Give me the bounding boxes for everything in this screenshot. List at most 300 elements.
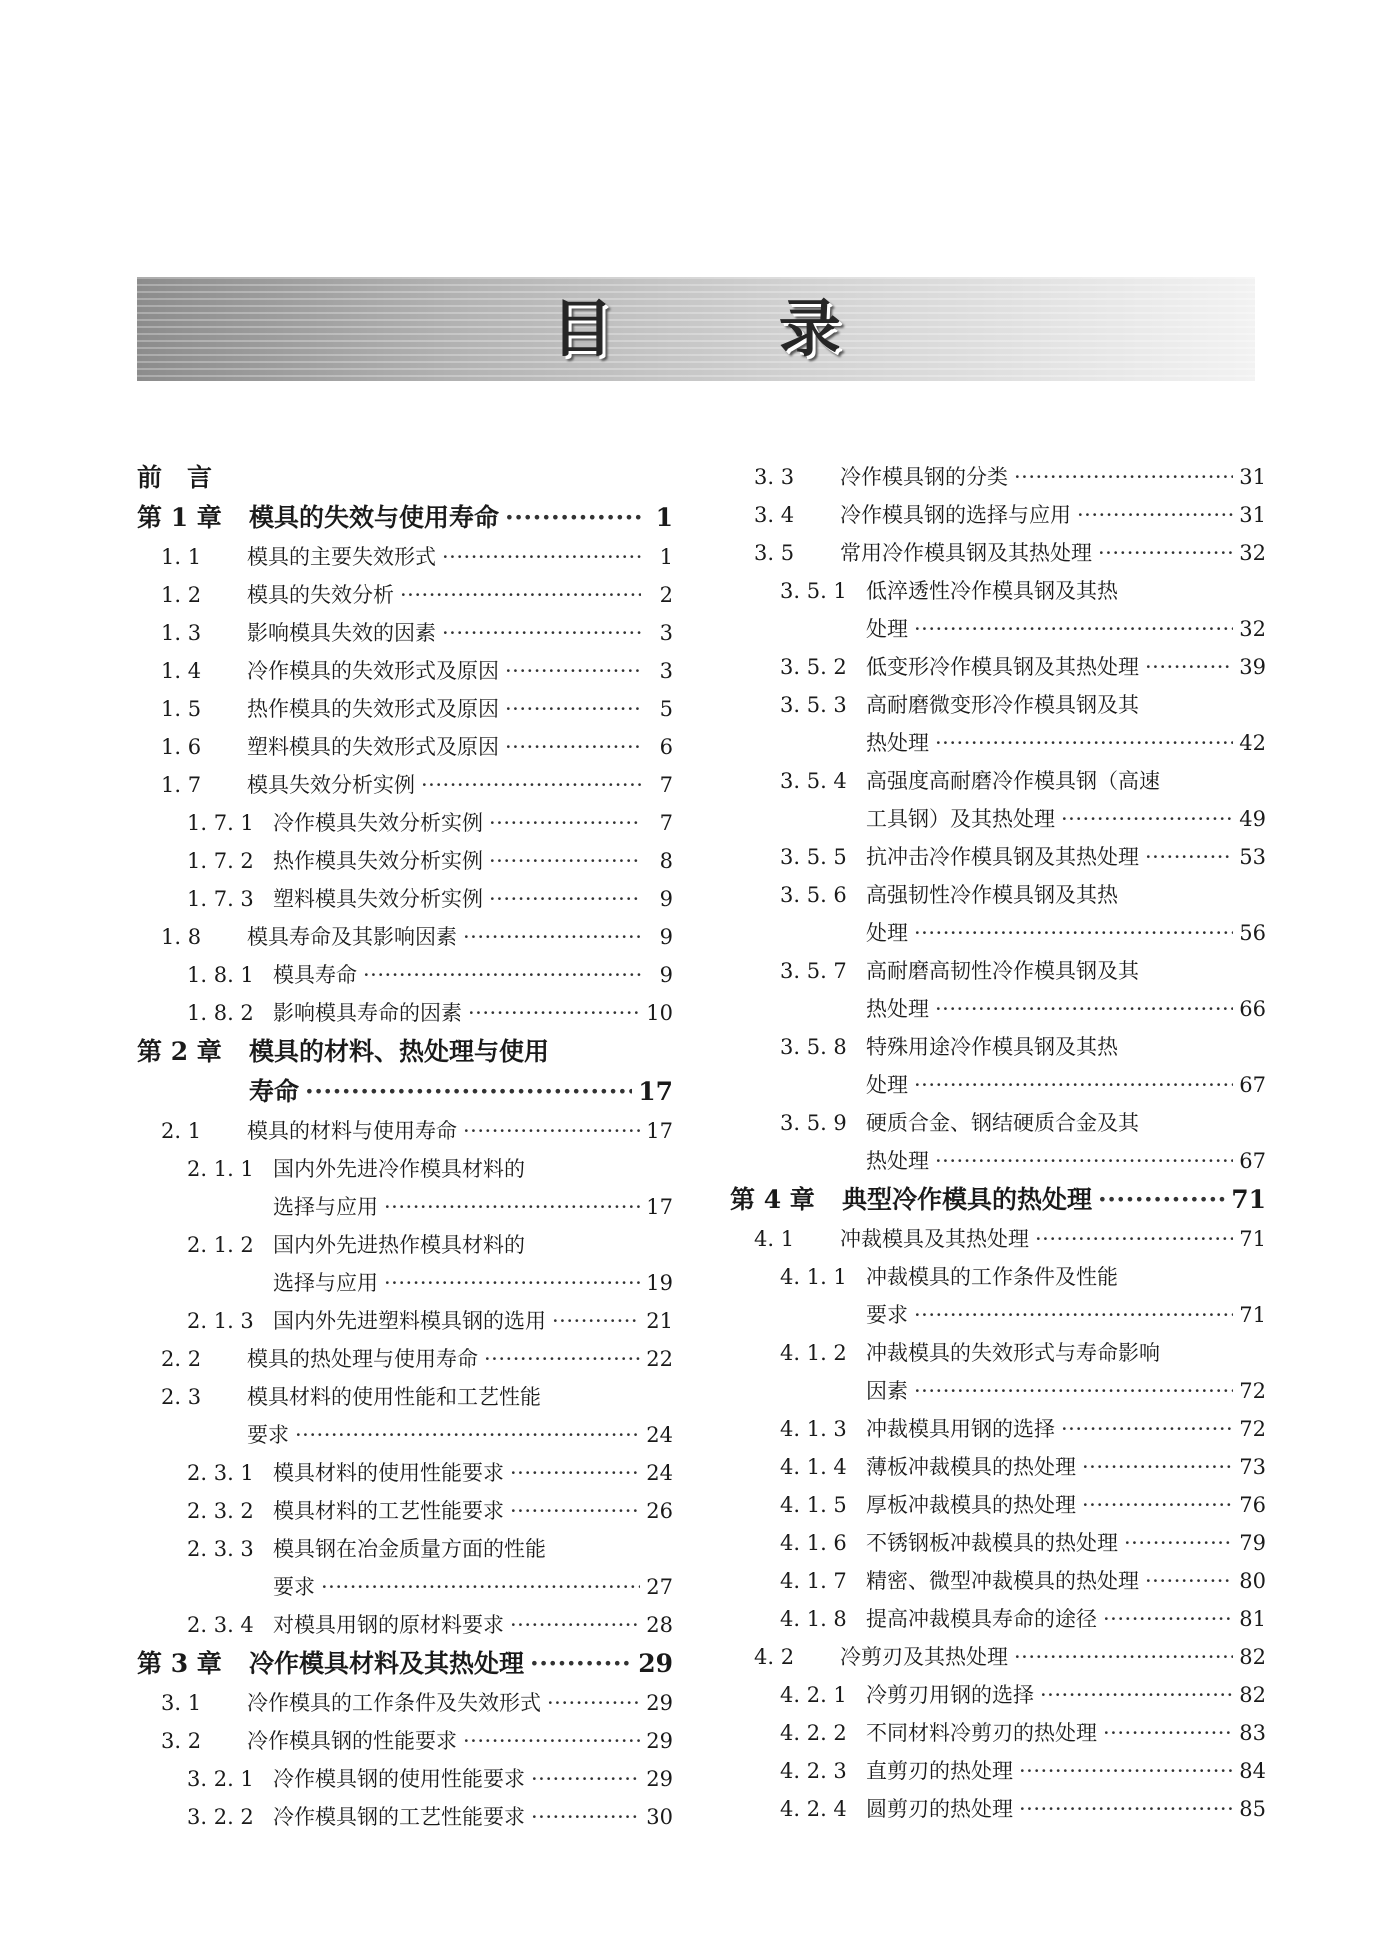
toc-leader-dots (1061, 800, 1233, 838)
toc-entry[interactable] (730, 496, 1266, 534)
toc-entry[interactable] (730, 610, 1266, 648)
toc-page-number: 1 (659, 545, 673, 569)
toc-page-number: 29 (646, 1691, 673, 1715)
toc-entry-title: 典型冷作模具的热处理 (842, 1185, 1093, 1214)
toc-page-number: 8 (659, 849, 673, 873)
toc-entry-number: 3. 5. 8 (780, 1035, 847, 1059)
toc-entry-title: 冷作模具钢的性能要求 (247, 1729, 457, 1753)
toc-leader-dots (510, 1606, 640, 1644)
toc-entry[interactable] (137, 1454, 673, 1492)
toc-entry[interactable] (137, 804, 673, 842)
toc-entry[interactable] (137, 690, 673, 728)
toc-entry[interactable] (137, 880, 673, 918)
toc-leader-dots (1098, 1180, 1225, 1220)
toc-entry[interactable] (137, 1112, 673, 1150)
toc-page-number: 9 (659, 963, 673, 987)
toc-entry[interactable] (137, 956, 673, 994)
toc-entry[interactable] (137, 614, 673, 652)
toc-entry-number: 2. 2 (161, 1347, 202, 1371)
toc-page-number: 3 (659, 621, 673, 645)
toc-entry[interactable] (730, 1638, 1266, 1676)
toc-entry-number: 4. 2. 1 (780, 1683, 847, 1707)
toc-entry[interactable] (730, 648, 1266, 686)
toc-entry-title: 低变形冷作模具钢及其热处理 (866, 655, 1139, 679)
toc-entry-title: 影响模具寿命的因素 (273, 1001, 462, 1025)
toc-entry-number: 3. 5. 1 (780, 579, 847, 603)
toc-leader-dots (1145, 838, 1233, 876)
toc-page-number: 24 (646, 1423, 673, 1447)
toc-leader-dots (463, 918, 641, 956)
toc-entry[interactable] (730, 876, 1266, 914)
toc-entry-title: 高强韧性冷作模具钢及其热 (866, 883, 1118, 907)
toc-entry-title: 冷作模具钢的使用性能要求 (273, 1767, 525, 1791)
toc-entry[interactable] (137, 1188, 673, 1226)
toc-entry-title: 模具材料的使用性能要求 (273, 1461, 504, 1485)
toc-entry-title: 圆剪刃的热处理 (866, 1797, 1013, 1821)
toc-leader-dots (935, 724, 1233, 762)
toc-leader-dots (1124, 1524, 1233, 1562)
toc-entry-title: 抗冲击冷作模具钢及其热处理 (866, 845, 1139, 869)
toc-entry[interactable] (137, 1302, 673, 1340)
toc-entry[interactable] (730, 838, 1266, 876)
toc-entry[interactable] (730, 1562, 1266, 1600)
toc-entry-title: 冷作模具钢的工艺性能要求 (273, 1805, 525, 1829)
toc-entry[interactable] (730, 762, 1266, 800)
toc-entry[interactable] (730, 1220, 1266, 1258)
toc-entry[interactable] (730, 800, 1266, 838)
toc-entry-number: 2. 3. 4 (187, 1613, 254, 1637)
toc-entry[interactable] (137, 728, 673, 766)
toc-entry[interactable] (730, 1296, 1266, 1334)
toc-page-number: 17 (646, 1119, 673, 1143)
toc-entry[interactable] (730, 534, 1266, 572)
toc-entry-title: 冷作模具的工作条件及失效形式 (247, 1691, 541, 1715)
toc-entry[interactable] (730, 1066, 1266, 1104)
toc-page-number: 79 (1239, 1531, 1266, 1555)
toc-chapter-entry[interactable] (137, 458, 673, 498)
toc-entry-title: 冷作模具钢的分类 (840, 465, 1008, 489)
toc-entry[interactable] (137, 918, 673, 956)
toc-entry[interactable] (137, 1340, 673, 1378)
toc-chapter-entry[interactable] (137, 1072, 673, 1112)
toc-leader-dots (363, 956, 641, 994)
toc-entry-number: 3. 5. 2 (780, 655, 847, 679)
toc-entry-title: 要求 (247, 1423, 289, 1447)
toc-entry-title: 模具的热处理与使用寿命 (247, 1347, 478, 1371)
toc-entry[interactable] (730, 1600, 1266, 1638)
toc-column-left (137, 458, 673, 1836)
toc-leader-dots (400, 576, 641, 614)
toc-leader-dots (530, 1644, 632, 1684)
toc-page-number: 9 (659, 925, 673, 949)
toc-leader-dots (1103, 1600, 1233, 1638)
toc-entry[interactable] (730, 1448, 1266, 1486)
page-title: 目 录 (551, 292, 913, 365)
toc-entry-number: 3. 3 (754, 465, 795, 489)
toc-entry-title: 选择与应用 (273, 1271, 378, 1295)
toc-entry-number: 3. 5. 4 (780, 769, 847, 793)
toc-entry-title: 塑料模具的失效形式及原因 (247, 735, 499, 759)
toc-page-number: 82 (1239, 1683, 1266, 1707)
toc-entry-number: 2. 3. 3 (187, 1537, 254, 1561)
toc-page-number: 29 (638, 1649, 673, 1678)
toc-entry[interactable] (137, 1416, 673, 1454)
toc-entry-number: 3. 2. 2 (187, 1805, 254, 1829)
toc-entry[interactable] (730, 1714, 1266, 1752)
toc-banner (137, 277, 1255, 381)
toc-page-number: 3 (659, 659, 673, 683)
toc-entry-title: 处理 (866, 921, 908, 945)
toc-entry-number: 2. 1. 3 (187, 1309, 254, 1333)
toc-leader-dots (1103, 1714, 1233, 1752)
toc-page-number: 28 (646, 1613, 673, 1637)
toc-entry-title: 硬质合金、钢结硬质合金及其 (866, 1111, 1139, 1135)
toc-leader-dots (463, 1722, 640, 1760)
toc-entry[interactable] (730, 686, 1266, 724)
toc-entry-title: 模具钢在冶金质量方面的性能 (273, 1537, 546, 1561)
toc-entry-number: 4. 1. 2 (780, 1341, 847, 1365)
toc-page-number: 73 (1239, 1455, 1266, 1479)
toc-entry[interactable] (137, 1226, 673, 1264)
toc-leader-dots (914, 610, 1233, 648)
toc-entry[interactable] (137, 1492, 673, 1530)
toc-page-number: 10 (646, 1001, 673, 1025)
toc-entry-number: 4. 2. 3 (780, 1759, 847, 1783)
toc-leader-dots (468, 994, 640, 1032)
toc-entry[interactable] (137, 576, 673, 614)
toc-page-number: 66 (1239, 997, 1266, 1021)
toc-leader-dots (914, 1066, 1233, 1104)
toc-entry[interactable] (730, 724, 1266, 762)
toc-entry[interactable] (137, 842, 673, 880)
toc-page-number: 42 (1239, 731, 1266, 755)
toc-entry-number: 4. 1. 5 (780, 1493, 847, 1517)
toc-entry[interactable] (730, 1372, 1266, 1410)
toc-leader-dots (421, 766, 641, 804)
toc-entry[interactable] (730, 1486, 1266, 1524)
toc-entry[interactable] (137, 1568, 673, 1606)
toc-page-number: 19 (646, 1271, 673, 1295)
toc-entry-number: 3. 5. 9 (780, 1111, 847, 1135)
toc-leader-dots (505, 728, 641, 766)
toc-entry[interactable] (730, 1790, 1266, 1828)
toc-entry-number: 3. 5. 6 (780, 883, 847, 907)
toc-leader-dots (384, 1188, 640, 1226)
toc-entry[interactable] (730, 990, 1266, 1028)
toc-entry-number: 4. 1. 1 (780, 1265, 847, 1289)
toc-page-number: 76 (1239, 1493, 1266, 1517)
toc-entry[interactable] (730, 1258, 1266, 1296)
toc-leader-dots (1014, 1638, 1233, 1676)
toc-leader-dots (510, 1454, 640, 1492)
toc-page-number: 67 (1239, 1149, 1266, 1173)
toc-entry[interactable] (730, 1334, 1266, 1372)
toc-entry-number: 4. 1. 3 (780, 1417, 847, 1441)
toc-entry-title: 冷作模具的失效形式及原因 (247, 659, 499, 683)
toc-entry-title: 处理 (866, 617, 908, 641)
toc-page-number: 71 (1231, 1185, 1266, 1214)
toc-leader-dots (914, 1296, 1233, 1334)
toc-page-number: 71 (1239, 1227, 1266, 1251)
toc-entry-number: 1. 7 (161, 773, 202, 797)
toc-page-number: 6 (659, 735, 673, 759)
toc-entry-title: 模具材料的工艺性能要求 (273, 1499, 504, 1523)
toc-entry-title: 冷作模具失效分析实例 (273, 811, 483, 835)
toc-chapter-entry[interactable] (137, 1644, 673, 1684)
toc-leader-dots (505, 652, 641, 690)
toc-entry-title: 模具的失效与使用寿命 (249, 503, 500, 532)
toc-entry-title: 工具钢）及其热处理 (866, 807, 1055, 831)
toc-entry-title: 对模具用钢的原材料要求 (273, 1613, 504, 1637)
toc-leader-dots (442, 538, 641, 576)
toc-entry-title: 处理 (866, 1073, 908, 1097)
toc-entry-number: 1. 3 (161, 621, 202, 645)
toc-page-number: 56 (1239, 921, 1266, 945)
toc-page-number: 21 (646, 1309, 673, 1333)
toc-page-number: 29 (646, 1729, 673, 1753)
toc-leader-dots (531, 1798, 640, 1836)
toc-entry-title: 精密、微型冲裁模具的热处理 (866, 1569, 1139, 1593)
toc-entry[interactable] (137, 1684, 673, 1722)
toc-entry[interactable] (730, 1676, 1266, 1714)
toc-page-number: 39 (1239, 655, 1266, 679)
toc-page-number: 81 (1239, 1607, 1266, 1631)
toc-entry[interactable] (730, 458, 1266, 496)
toc-entry[interactable] (137, 538, 673, 576)
toc-entry-title: 不同材料冷剪刃的热处理 (866, 1721, 1097, 1745)
toc-entry-title: 模具的失效分析 (247, 583, 394, 607)
toc-entry-title: 冷剪刃用钢的选择 (866, 1683, 1034, 1707)
toc-entry[interactable] (730, 914, 1266, 952)
toc-entry-number: 第 2 章 (137, 1037, 222, 1066)
toc-entry-title: 模具材料的使用性能和工艺性能 (247, 1385, 541, 1409)
toc-leader-dots (384, 1264, 640, 1302)
toc-leader-dots (1077, 496, 1233, 534)
toc-entry-number: 1. 4 (161, 659, 202, 683)
toc-page-number: 84 (1239, 1759, 1266, 1783)
toc-entry-title: 热处理 (866, 997, 929, 1021)
toc-page-number: 53 (1239, 845, 1266, 869)
toc-leader-dots (484, 1340, 640, 1378)
toc-entry[interactable] (730, 1752, 1266, 1790)
toc-entry[interactable] (730, 1028, 1266, 1066)
toc-leader-dots (935, 990, 1233, 1028)
toc-entry[interactable] (137, 994, 673, 1032)
toc-entry[interactable] (730, 1142, 1266, 1180)
toc-entry-number: 1. 1 (161, 545, 202, 569)
toc-leader-dots (510, 1492, 640, 1530)
toc-leader-dots (1098, 534, 1233, 572)
toc-entry-number: 2. 1 (161, 1119, 202, 1143)
toc-column-right (730, 458, 1266, 1828)
toc-leader-dots (1035, 1220, 1233, 1258)
toc-page-number: 27 (646, 1575, 673, 1599)
toc-entry-number: 4. 1. 8 (780, 1607, 847, 1631)
toc-entry-title: 选择与应用 (273, 1195, 378, 1219)
toc-leader-dots (1019, 1752, 1233, 1790)
toc-entry-number: 3. 5 (754, 541, 795, 565)
toc-entry-number: 4. 2 (754, 1645, 795, 1669)
toc-page-number: 32 (1239, 617, 1266, 641)
toc-entry-title: 厚板冲裁模具的热处理 (866, 1493, 1076, 1517)
toc-entry[interactable] (137, 1798, 673, 1836)
toc-entry[interactable] (137, 1378, 673, 1416)
toc-entry-number: 4. 1. 4 (780, 1455, 847, 1479)
toc-chapter-entry[interactable] (137, 498, 673, 538)
toc-entry-number: 3. 5. 5 (780, 845, 847, 869)
toc-leader-dots (1014, 458, 1233, 496)
toc-page-number: 83 (1239, 1721, 1266, 1745)
toc-entry-title: 塑料模具失效分析实例 (273, 887, 483, 911)
toc-entry-number: 4. 2. 4 (780, 1797, 847, 1821)
toc-entry-title: 冷作模具钢的选择与应用 (840, 503, 1071, 527)
toc-leader-dots (295, 1416, 640, 1454)
toc-entry[interactable] (137, 1150, 673, 1188)
toc-page-number: 7 (659, 811, 673, 835)
toc-entry-title: 冷剪刃及其热处理 (840, 1645, 1008, 1669)
toc-page-number: 31 (1239, 465, 1266, 489)
toc-entry-number: 第 1 章 (137, 503, 222, 532)
toc-page-number: 24 (646, 1461, 673, 1485)
toc-entry-number: 3. 2 (161, 1729, 202, 1753)
toc-entry-title: 热处理 (866, 1149, 929, 1173)
toc-entry-number: 3. 4 (754, 503, 795, 527)
toc-entry-number: 1. 7. 2 (187, 849, 254, 873)
toc-entry[interactable] (137, 652, 673, 690)
toc-entry-number: 2. 3. 2 (187, 1499, 254, 1523)
toc-entry-title: 高耐磨高韧性冷作模具钢及其 (866, 959, 1139, 983)
toc-leader-dots (1145, 648, 1233, 686)
toc-entry-number: 第 4 章 (730, 1185, 815, 1214)
toc-leader-dots (489, 880, 641, 918)
toc-entry-number: 4. 1. 7 (780, 1569, 847, 1593)
toc-entry-title: 提高冲裁模具寿命的途径 (866, 1607, 1097, 1631)
toc-entry-title: 模具的材料、热处理与使用 (249, 1037, 550, 1066)
toc-entry-number: 4. 1 (754, 1227, 795, 1251)
toc-page-number: 30 (646, 1805, 673, 1829)
toc-entry-number: 3. 5. 3 (780, 693, 847, 717)
toc-entry-title: 模具的材料与使用寿命 (247, 1119, 457, 1143)
toc-entry-title: 直剪刃的热处理 (866, 1759, 1013, 1783)
toc-leader-dots (505, 690, 641, 728)
toc-leader-dots (305, 1072, 632, 1112)
toc-entry-title: 模具的主要失效形式 (247, 545, 436, 569)
toc-entry-title: 冲裁模具的失效形式与寿命影响 (866, 1341, 1160, 1365)
toc-entry[interactable] (137, 766, 673, 804)
toc-entry[interactable] (730, 1524, 1266, 1562)
toc-entry[interactable] (137, 1760, 673, 1798)
toc-entry-number: 2. 3 (161, 1385, 202, 1409)
toc-entry-title: 热作模具失效分析实例 (273, 849, 483, 873)
toc-entry-title: 国内外先进冷作模具材料的 (273, 1157, 525, 1181)
toc-leader-dots (914, 914, 1233, 952)
toc-entry-title: 寿命 (249, 1077, 300, 1106)
toc-entry-title: 热处理 (866, 731, 929, 755)
toc-page-number: 29 (646, 1767, 673, 1791)
toc-entry-number: 3. 2. 1 (187, 1767, 254, 1791)
toc-page-number: 32 (1239, 541, 1266, 565)
toc-entry-title: 不锈钢板冲裁模具的热处理 (866, 1531, 1118, 1555)
toc-leader-dots (531, 1760, 640, 1798)
toc-page-number: 80 (1239, 1569, 1266, 1593)
toc-entry-title: 模具失效分析实例 (247, 773, 415, 797)
toc-entry-title: 冷作模具材料及其热处理 (249, 1649, 525, 1678)
toc-page-number: 5 (659, 697, 673, 721)
toc-leader-dots (321, 1568, 640, 1606)
toc-entry[interactable] (137, 1606, 673, 1644)
toc-page-number: 72 (1239, 1379, 1266, 1403)
toc-chapter-entry[interactable] (730, 1180, 1266, 1220)
toc-entry[interactable] (730, 1104, 1266, 1142)
toc-leader-dots (1061, 1410, 1233, 1448)
toc-chapter-entry[interactable] (137, 1032, 673, 1072)
toc-entry[interactable] (730, 1410, 1266, 1448)
toc-leader-dots (489, 804, 641, 842)
toc-leader-dots (914, 1372, 1233, 1410)
toc-entry-title: 特殊用途冷作模具钢及其热 (866, 1035, 1118, 1059)
toc-entry-number: 1. 5 (161, 697, 202, 721)
toc-entry-number: 第 3 章 (137, 1649, 222, 1678)
toc-entry-number: 1. 8. 2 (187, 1001, 254, 1025)
toc-page-number: 26 (646, 1499, 673, 1523)
toc-entry[interactable] (137, 1264, 673, 1302)
toc-page-number: 72 (1239, 1417, 1266, 1441)
toc-page-number: 9 (659, 887, 673, 911)
toc-entry-number: 1. 8 (161, 925, 202, 949)
toc-entry[interactable] (137, 1722, 673, 1760)
toc-page-number: 49 (1239, 807, 1266, 831)
toc-page-number: 22 (646, 1347, 673, 1371)
toc-entry-number: 4. 1. 6 (780, 1531, 847, 1555)
toc-page-number: 85 (1239, 1797, 1266, 1821)
toc-entry-number: 2. 1. 1 (187, 1157, 254, 1181)
toc-entry-number: 2. 3. 1 (187, 1461, 254, 1485)
toc-entry-number: 3. 5. 7 (780, 959, 847, 983)
toc-entry-title: 模具寿命及其影响因素 (247, 925, 457, 949)
toc-page-number: 7 (659, 773, 673, 797)
toc-entry-title: 低淬透性冷作模具钢及其热 (866, 579, 1118, 603)
toc-entry-title: 常用冷作模具钢及其热处理 (840, 541, 1092, 565)
toc-leader-dots (1082, 1448, 1233, 1486)
toc-entry-number: 4. 2. 2 (780, 1721, 847, 1745)
toc-entry-title: 国内外先进塑料模具钢的选用 (273, 1309, 546, 1333)
toc-entry-title: 高强度高耐磨冷作模具钢（高速 (866, 769, 1160, 793)
toc-leader-dots (1040, 1676, 1233, 1714)
toc-entry[interactable] (730, 572, 1266, 610)
toc-leader-dots (1145, 1562, 1233, 1600)
toc-entry-title: 模具寿命 (273, 963, 357, 987)
toc-leader-dots (505, 498, 641, 538)
toc-page-number: 17 (638, 1077, 673, 1106)
toc-entry-title: 要求 (866, 1303, 908, 1327)
toc-page-number: 71 (1239, 1303, 1266, 1327)
toc-entry-number: 1. 7. 3 (187, 887, 254, 911)
toc-page-number: 17 (646, 1195, 673, 1219)
toc-page-number: 31 (1239, 503, 1266, 527)
toc-entry-title: 冲裁模具的工作条件及性能 (866, 1265, 1118, 1289)
toc-entry[interactable] (730, 952, 1266, 990)
toc-entry-number: 前 言 (137, 463, 213, 492)
toc-entry-number: 1. 6 (161, 735, 202, 759)
toc-entry-title: 因素 (866, 1379, 908, 1403)
toc-page-number: 82 (1239, 1645, 1266, 1669)
toc-leader-dots (1019, 1790, 1233, 1828)
toc-leader-dots (552, 1302, 640, 1340)
toc-entry[interactable] (137, 1530, 673, 1568)
toc-entry-title: 影响模具失效的因素 (247, 621, 436, 645)
toc-entry-number: 3. 1 (161, 1691, 202, 1715)
toc-entry-title: 冲裁模具用钢的选择 (866, 1417, 1055, 1441)
